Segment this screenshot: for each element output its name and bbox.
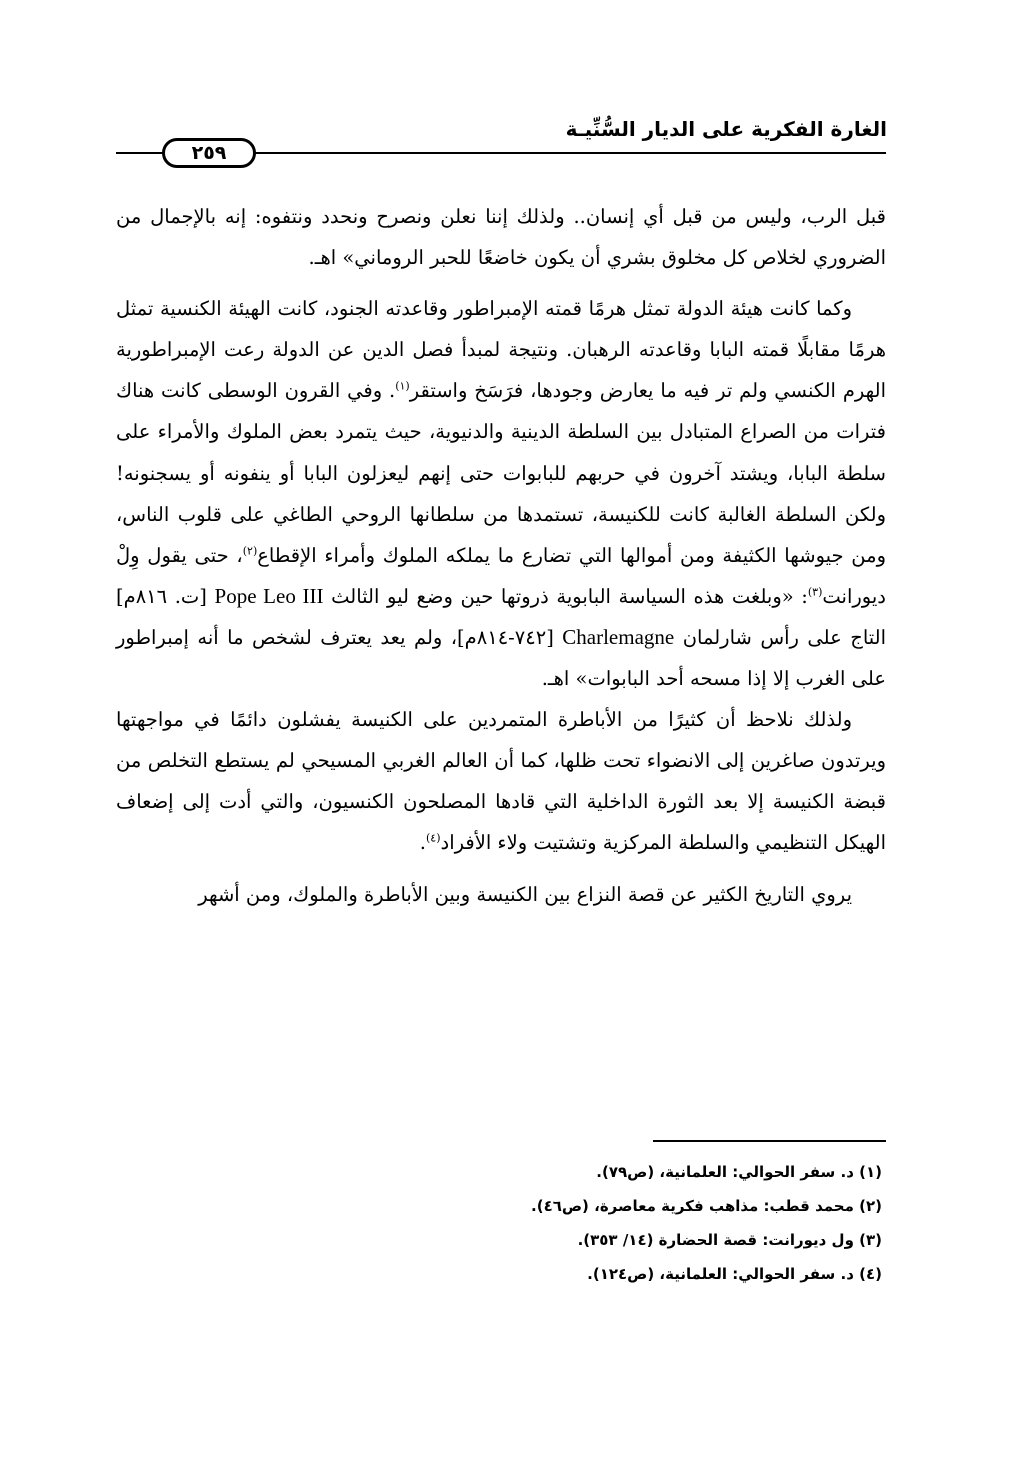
footnote-4: (٤) د. سفر الحوالي: العلمانية، (ص١٢٤). — [587, 1265, 882, 1283]
paragraph-3-text-b: . — [419, 831, 426, 855]
paragraph-2-text-c: ، حتى يقول وِلْ ديورانت — [116, 543, 886, 608]
paragraph-2-text-b: . وفي القرون الوسطى كانت هناك فترات من الصراع المتبادل بين السلطة الدينية والدنيوية، حيث يتمرد بعض الملوك والأمراء على سلطة البابا، ويشتد آخرون في حربهم للبابوات حتى إنهم ليعزلون البابا أو ينفونه أو يسجنونه! ولكن السلطة الغالبة كانت للكنيسة، تستمدها من سلطانها الروحي الطاغي على قلوب الناس، ومن جيوشها الكثيفة ومن أموالها التي تضارع ما يملكه الملوك وأمراء الإقطاع — [116, 379, 886, 567]
footnote-3: (٣) ول ديورانت: قصة الحضارة (١٤/ ٣٥٣). — [577, 1231, 882, 1249]
paragraph-2-text-a: وكما كانت هيئة الدولة تمثل هرمًا قمته الإمبراطور وقاعدته الجنود، كانت الهيئة الكنسية تمثل هرمًا مقابلًا قمته البابا وقاعدته الرهبان. ونتيجة لمبدأ فصل الدين عن الدولة رعت الإمبراطورية الهرم الكنسي ولم تر فيه ما يعارض وجودها، فرَسَخ واستقر — [116, 297, 886, 403]
footnote-1: (١) د. سفر الحوالي: العلمانية، (ص٧٩). — [596, 1163, 882, 1181]
paragraph-2-text-d: : «وبلغت هذه السياسة البابوية ذروتها حين وضع ليو الثالث — [331, 584, 808, 608]
paragraph-2 — [116, 288, 886, 699]
paragraph-4: يروي التاريخ الكثير عن قصة النزاع بين الكنيسة وبين الأباطرة والملوك، ومن أشهر — [198, 882, 852, 906]
footnote-ref-1[interactable]: (١) — [395, 379, 410, 393]
main-text — [116, 196, 886, 915]
paragraph-2-text-f: [٧٤٢-٨١٤م]، ولم يعد يعترف لشخص ما أنه إمبراطور على الغرب إلا إذا مسحه أحد البابوات» اهـ. — [116, 625, 886, 691]
footnote-separator — [653, 1140, 886, 1142]
latin-term-pope-leo: Pope Leo III — [214, 583, 324, 608]
footnote-ref-2[interactable]: (٢) — [242, 544, 258, 558]
footnote-2: (٢) محمد قطب: مذاهب فكرية معاصرة، (ص٤٦). — [531, 1197, 882, 1215]
page-number-badge: ٢٥٩ — [162, 138, 256, 168]
paragraph-3 — [116, 699, 886, 863]
paragraph-2-text-e: [ت. ٨١٦م] التاج على رأس شارلمان — [116, 584, 886, 649]
footnotes — [116, 1155, 886, 1291]
footnote-ref-3[interactable]: (٣) — [807, 585, 823, 599]
latin-term-charlemagne: Charlemagne — [562, 624, 675, 649]
footnote-ref-4[interactable]: (٤) — [426, 831, 441, 845]
paragraph-1: قبل الرب، وليس من قبل أي إنسان.. ولذلك إننا نعلن ونصرح ونحدد ونتفوه: إنه بالإجمال من الضروري لخلاص كل مخلوق بشري أن يكون خاضعًا للحبر الروماني» اهـ. — [116, 205, 886, 270]
paragraph-3-text-a: ولذلك نلاحظ أن كثيرًا من الأباطرة المتمردين على الكنيسة يفشلون دائمًا في مواجهتها ويرتدون صاغرين إلى الانضواء تحت ظلها، كما أن العالم الغربي المسيحي لم يستطع التخلص من قبضة الكنيسة إلا بعد الثورة الداخلية التي قادها المصلحون الكنسيون، والتي أدت إلى إضعاف الهيكل التنظيمي والسلطة المركزية وتشتيت ولاء الأفراد — [116, 708, 886, 855]
running-header-title: الغارة الفكرية على الديار السُّنِّيـة — [565, 117, 887, 141]
